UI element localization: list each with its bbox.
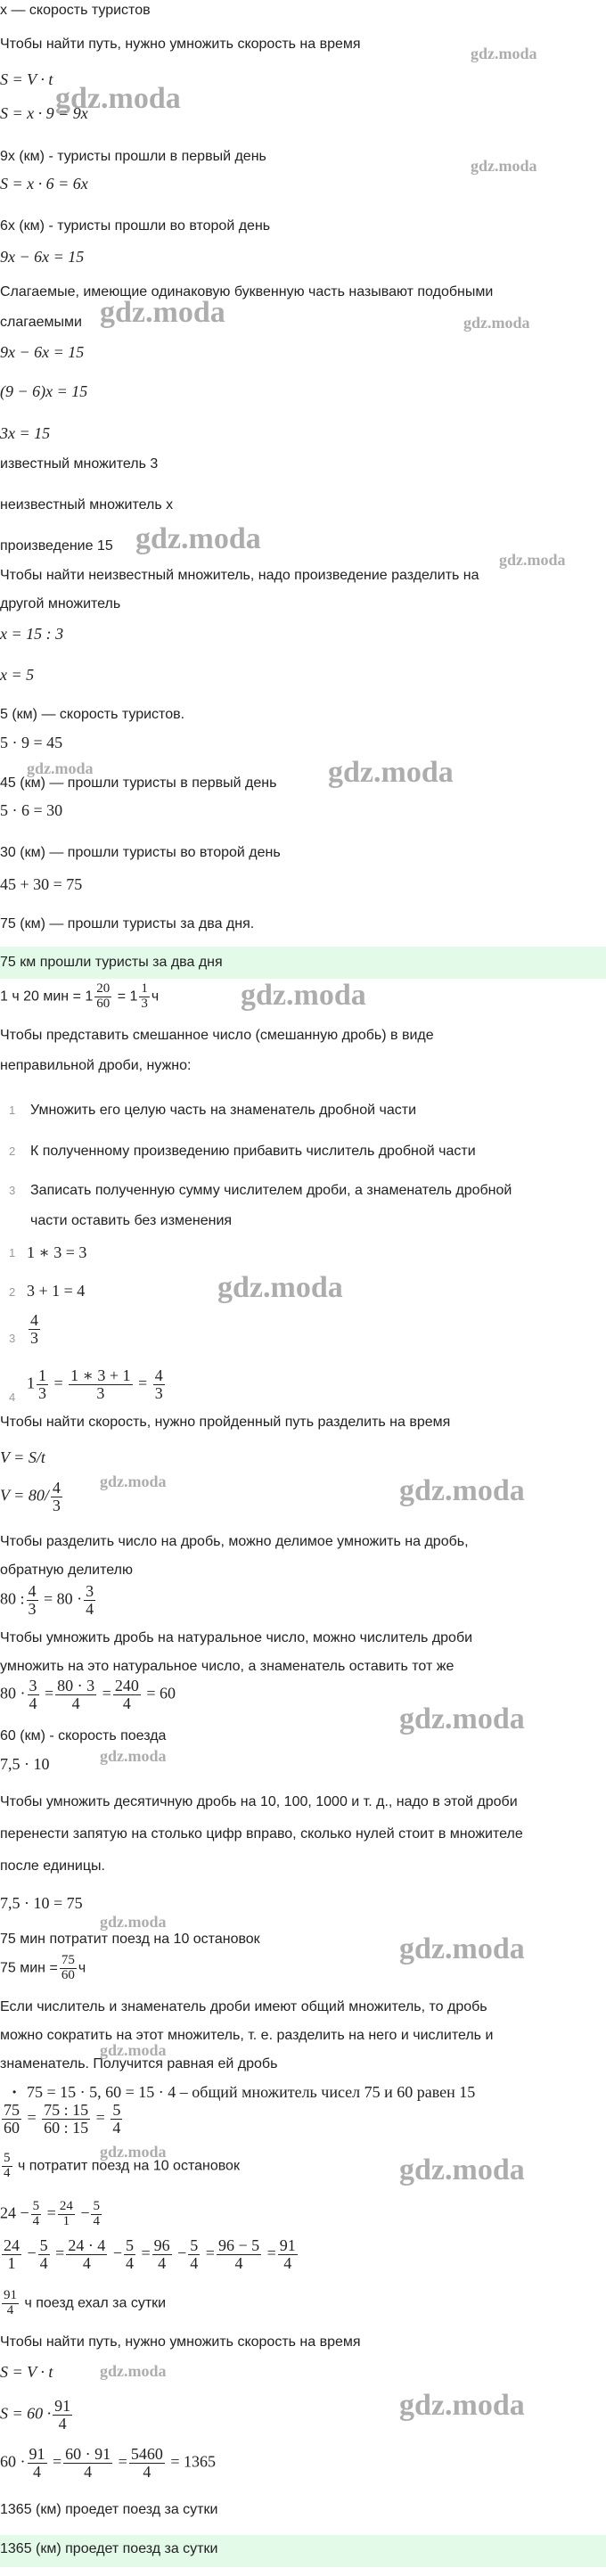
text-line: $\frac{5}{4}$ ч потратит поезд на 10 остановок [4, 2151, 240, 2180]
text-line: 60 (км) - скорость поезда [0, 1728, 167, 1743]
formula-line: 3x = 15 [0, 424, 51, 442]
formula-line: $\frac{75}{60}$ = $\frac{75 : 15}{60 : 15}$ = $\frac{5}{4}$ [4, 2101, 121, 2137]
text-line: 45 (км) — прошли туристы в первый день [0, 775, 277, 791]
text-line: слагаемыми [0, 315, 82, 330]
formula-line: 75 = 15 · 5, 60 = 15 · 4 – общий множитель чисел 75 и 60 равен 15 [27, 2083, 476, 2101]
text-line: обратную делителю [0, 1563, 133, 1578]
watermark: gdz.moda [241, 979, 366, 1012]
watermark: gdz.moda [100, 1473, 167, 1490]
text-line: Если числитель и знаменатель дроби имеют общий множитель, то дробь [0, 1999, 487, 2014]
text-line: можно сократить на этот множитель, т. е. разделить на него и числитель и [0, 2028, 494, 2043]
watermark: gdz.moda [100, 1913, 167, 1931]
answer-line: 1365 (км) проедет поезд за сутки [0, 2541, 218, 2556]
formula-line: x = 5 [0, 666, 35, 684]
formula-line: 60 · $\frac{91}{4}$ = $\frac{60 \cdot 91}{4}$ = $\frac{5460}{4}$ = 1365 [0, 2445, 216, 2481]
watermark: gdz.moda [471, 45, 537, 62]
text-line: $\frac{91}{4}$ ч поезд ехал за сутки [4, 2288, 167, 2318]
list-number: 3 [9, 1332, 16, 1345]
list-number: 2 [9, 1144, 16, 1158]
text-line: Слагаемые, имеющие одинаковую буквенную часть называют подобными [0, 284, 494, 299]
list-number: 1 [9, 1103, 16, 1117]
formula-line: S = x · 6 = 6x [0, 175, 88, 193]
watermark: gdz.moda [399, 2154, 525, 2186]
text-line: 75 мин потратит поезд на 10 остановок [0, 1932, 260, 1947]
watermark: gdz.moda [100, 1747, 167, 1765]
formula-line: S = 60 · $\frac{91}{4}$ [0, 2397, 71, 2432]
formula-line: 5 · 6 = 30 [0, 801, 63, 819]
watermark: gdz.moda [399, 1474, 525, 1507]
watermark: gdz.moda [217, 1271, 343, 1304]
list-item: части оставить без изменения [30, 1213, 233, 1228]
calc-step: 1 $\frac{1}{3}$ = $\frac{1 ∗ 3 + 1}{3}$ = $\frac{4}{3}$ [27, 1366, 163, 1402]
watermark: gdz.moda [100, 296, 225, 329]
text-line: перенести запятую на столько цифр вправо, сколько нулей стоит в множителе [0, 1826, 523, 1842]
text-line: Чтобы представить смешанное число (смешанную дробь) в виде [0, 1028, 434, 1043]
text-line: неизвестный множитель x [0, 497, 174, 513]
text-line: после единицы. [0, 1858, 105, 1874]
text-line: другой множитель [0, 596, 121, 611]
list-item: Умножить его целую часть на знаменатель дробной части [30, 1103, 417, 1118]
text-line: Чтобы разделить число на дробь, можно делимое умножить на дробь, [0, 1534, 469, 1549]
calc-step: 1 ∗ 3 = 3 [27, 1243, 87, 1261]
list-item: К полученному произведению прибавить числитель дробной части [30, 1144, 476, 1159]
answer-line: 75 км прошли туристы за два дня [0, 955, 223, 970]
text-line: Чтобы найти путь, нужно умножить скорость на время [0, 37, 361, 52]
text-line: произведение 15 [0, 538, 113, 554]
watermark: gdz.moda [135, 522, 261, 555]
formula-line: 7,5 · 10 = 75 [0, 1894, 83, 1912]
text-line: известный множитель 3 [0, 456, 159, 472]
text-line: 6x (км) - туристы прошли во второй день [0, 218, 271, 234]
formula-line: 9x − 6x = 15 [0, 248, 85, 266]
text-line: Чтобы найти путь, нужно умножить скорость на время [0, 2334, 361, 2350]
bullet-icon: • [12, 2086, 17, 2098]
text-line: 9x (км) - туристы прошли в первый день [0, 149, 266, 164]
mixed-number-conversion: 1 ч 20 мин = 1 $\frac{20}{60}$ = 1 $\frac{1}{3}$ ч [0, 981, 160, 1011]
text-line: 1365 (км) проедет поезд за сутки [0, 2502, 218, 2517]
calc-step: $\frac{4}{3}$ [30, 1311, 38, 1347]
calc-step: 3 + 1 = 4 [27, 1282, 86, 1300]
text-line: 30 (км) — прошли туристы во второй день [0, 845, 281, 860]
watermark: gdz.moda [100, 2143, 167, 2161]
text-line: Чтобы найти скорость, нужно пройденный путь разделить на время [0, 1415, 451, 1430]
formula-line: $\frac{24}{1}$ − $\frac{5}{4}$ = $\frac{24 \cdot 4}{4}$ − $\frac{5}{4}$ = $\frac{96}{4}$ − $\frac{5}{4}$ = $\frac{96 - 5}{4}$ = $\frac{91}{4}$ [4, 2236, 296, 2272]
text-line: Чтобы найти неизвестный множитель, надо произведение разделить на [0, 568, 479, 583]
watermark: gdz.moda [100, 2041, 167, 2059]
formula-line: S = x · 9 = 9x [0, 104, 88, 122]
list-number: 1 [9, 1246, 16, 1259]
watermark: gdz.moda [328, 756, 454, 789]
list-number: 2 [9, 1285, 16, 1299]
formula-line: 75 мин = $\frac{75}{60}$ ч [0, 1953, 86, 1982]
text-line: 5 (км) — скорость туристов. [0, 707, 185, 722]
text-line: Чтобы умножить дробь на натуральное число, можно числитель дроби [0, 1630, 473, 1645]
watermark: gdz.moda [399, 2389, 525, 2422]
formula-line: 80 · $\frac{3}{4}$ = $\frac{80 \cdot 3}{4}$ = $\frac{240}{4}$ = 60 [0, 1677, 176, 1712]
formula-line: S = V · t [0, 2363, 53, 2381]
list-number: 4 [9, 1391, 16, 1404]
formula-line: 7,5 · 10 [0, 1755, 50, 1773]
watermark: gdz.moda [399, 1702, 525, 1735]
watermark: gdz.moda [100, 2362, 167, 2380]
watermark: gdz.moda [463, 314, 530, 332]
text-line: знаменатель. Получится равная ей дробь [0, 2056, 278, 2071]
formula-line: 5 · 9 = 45 [0, 734, 63, 751]
text-line: неправильной дроби, нужно: [0, 1058, 192, 1073]
watermark: gdz.moda [471, 157, 537, 175]
formula-line: 45 + 30 = 75 [0, 875, 83, 893]
formula-line: V = 80/ $\frac{4}{3}$ [0, 1479, 61, 1514]
list-item: Записать полученную сумму числителем дроби, а знаменатель дробной [30, 1183, 512, 1198]
formula-line: (9 − 6)x = 15 [0, 382, 88, 400]
formula-line: x = 15 : 3 [0, 625, 64, 643]
watermark: gdz.moda [55, 82, 181, 115]
watermark: gdz.moda [499, 551, 566, 569]
formula-line: 9x − 6x = 15 [0, 343, 85, 361]
formula-line: 80 : $\frac{4}{3}$ = 80 · $\frac{3}{4}$ [0, 1582, 94, 1618]
text-line: умножить на это натуральное число, а знаменатель оставить тот же [0, 1659, 454, 1674]
watermark: gdz.moda [27, 759, 94, 777]
watermark: gdz.moda [399, 1932, 525, 1965]
formula-line: V = S/t [0, 1448, 45, 1466]
formula-line: 24 − $\frac{5}{4}$ = $\frac{24}{1}$ − $\frac{5}{4}$ [0, 2199, 100, 2228]
list-number: 3 [9, 1184, 16, 1197]
formula-line: S = V · t [0, 70, 53, 88]
text-line: x — скорость туристов [0, 3, 151, 18]
text-line: Чтобы умножить десятичную дробь на 10, 100, 1000 и т. д., надо в этой дроби [0, 1794, 518, 1809]
text-line: 75 (км) — прошли туристы за два дня. [0, 916, 255, 931]
